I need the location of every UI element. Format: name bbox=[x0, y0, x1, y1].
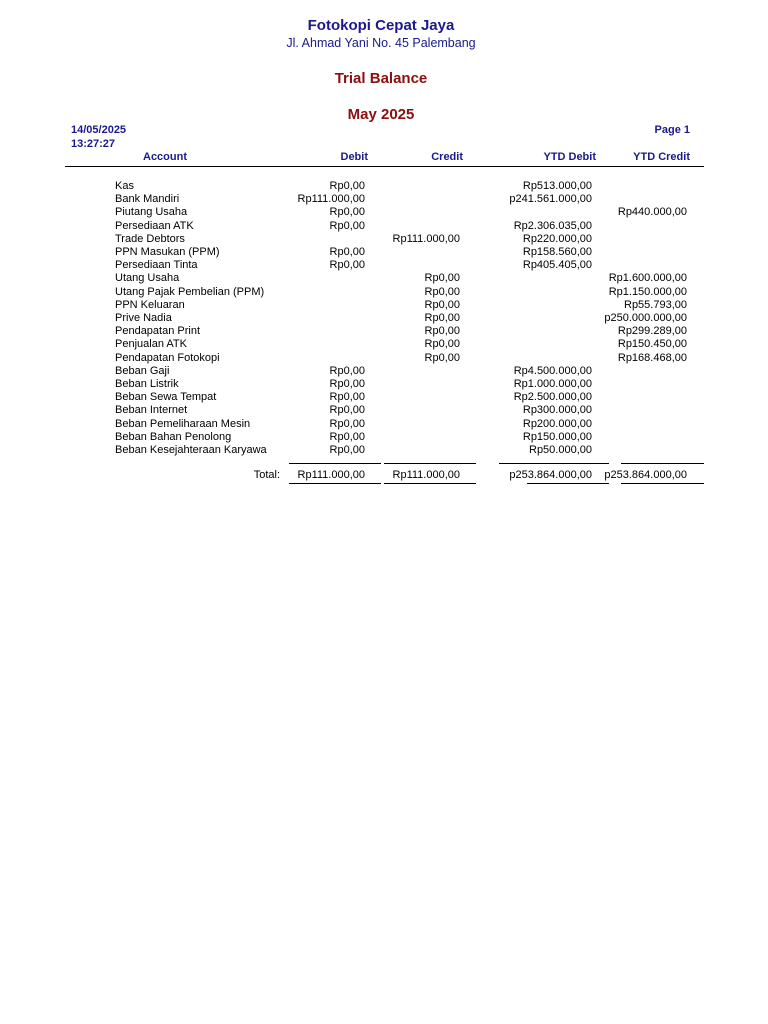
account-name: Prive Nadia bbox=[115, 312, 172, 324]
report-period: May 2025 bbox=[347, 106, 415, 123]
total-credit: Rp111.000,00 bbox=[392, 469, 460, 481]
total-ytd-debit: p253.864.000,00 bbox=[509, 469, 592, 481]
table-row bbox=[0, 404, 768, 417]
table-row bbox=[0, 299, 768, 312]
table-row bbox=[0, 338, 768, 351]
ytd-debit-value: Rp513.000,00 bbox=[522, 180, 592, 192]
credit-value: Rp0,00 bbox=[424, 312, 460, 324]
table-row bbox=[0, 378, 768, 391]
debit-value: Rp0,00 bbox=[329, 364, 365, 377]
total-ytd-credit: p253.864.000,00 bbox=[604, 469, 687, 481]
credit-value: Rp0,00 bbox=[424, 272, 460, 285]
debit-value: Rp0,00 bbox=[329, 404, 365, 417]
column-header-account: Account bbox=[143, 151, 187, 163]
account-name: Beban Sewa Tempat bbox=[115, 391, 217, 404]
account-name: Bank Mandiri bbox=[115, 193, 180, 206]
ytd-debit-value: Rp1.000.000,00 bbox=[513, 378, 592, 390]
debit-value: Rp0,00 bbox=[329, 444, 365, 456]
company-name: Fotokopi Cepat Jaya bbox=[307, 17, 455, 34]
credit-sum-rule bbox=[384, 463, 476, 464]
debit-value: Rp0,00 bbox=[329, 391, 365, 404]
account-name: Beban Gaji bbox=[115, 364, 170, 377]
total-debit: Rp111.000,00 bbox=[297, 469, 365, 481]
column-header-ytd-debit: YTD Debit bbox=[543, 151, 596, 163]
ytd-credit-sum-rule bbox=[621, 463, 704, 464]
credit-value: Rp0,00 bbox=[424, 298, 460, 311]
credit-value: Rp111.000,00 bbox=[392, 232, 460, 245]
ytd-credit-value: Rp55.793,00 bbox=[624, 298, 687, 311]
ytd-credit-value: Rp1.150.000,00 bbox=[608, 285, 687, 298]
account-name: Persediaan ATK bbox=[115, 219, 194, 232]
total-label: Total: bbox=[253, 469, 280, 481]
account-name: PPN Keluaran bbox=[115, 298, 185, 311]
table-row bbox=[0, 180, 768, 193]
account-name: Beban Kesejahteraan Karyawa bbox=[115, 444, 267, 456]
table-row bbox=[0, 312, 768, 325]
credit-value: Rp0,00 bbox=[424, 285, 460, 298]
debit-value: Rp0,00 bbox=[329, 219, 365, 232]
ytd-credit-value: Rp1.600.000,00 bbox=[608, 272, 687, 285]
account-name: Piutang Usaha bbox=[115, 206, 188, 219]
ytd-credit-total-underline bbox=[621, 483, 704, 484]
account-name: Pendapatan Print bbox=[115, 325, 201, 338]
account-name: Pendapatan Fotokopi bbox=[115, 351, 220, 364]
table-row bbox=[0, 325, 768, 338]
header-divider bbox=[65, 166, 704, 167]
account-name: Persediaan Tinta bbox=[115, 259, 198, 272]
table-row bbox=[0, 365, 768, 378]
table-row bbox=[0, 431, 768, 444]
ytd-debit-value: Rp300.000,00 bbox=[522, 404, 592, 417]
report-title: Trial Balance bbox=[334, 70, 428, 87]
ytd-debit-value: Rp200.000,00 bbox=[522, 417, 592, 430]
ytd-debit-value: Rp2.500.000,00 bbox=[513, 391, 592, 404]
debit-value: Rp0,00 bbox=[329, 180, 365, 192]
account-name: Utang Usaha bbox=[115, 272, 180, 285]
debit-value: Rp111.000,00 bbox=[297, 193, 365, 206]
table-row bbox=[0, 220, 768, 233]
ytd-credit-value: Rp440.000,00 bbox=[617, 206, 687, 219]
ytd-credit-value: p250.000.000,00 bbox=[604, 312, 687, 324]
company-address: Jl. Ahmad Yani No. 45 Palembang bbox=[286, 36, 476, 50]
table-row bbox=[0, 193, 768, 206]
credit-value: Rp0,00 bbox=[424, 325, 460, 338]
table-row bbox=[0, 246, 768, 259]
ytd-debit-sum-rule bbox=[499, 463, 609, 464]
ytd-credit-value: Rp299.289,00 bbox=[617, 325, 687, 338]
ytd-debit-value: Rp2.306.035,00 bbox=[513, 219, 592, 232]
account-name: Beban Internet bbox=[115, 404, 188, 417]
table-row bbox=[0, 259, 768, 272]
debit-total-underline bbox=[289, 483, 381, 484]
table-row bbox=[0, 418, 768, 431]
debit-value: Rp0,00 bbox=[329, 206, 365, 219]
account-name: Kas bbox=[115, 180, 134, 192]
account-name: Beban Pemeliharaan Mesin bbox=[115, 417, 251, 430]
account-name: Beban Bahan Penolong bbox=[115, 430, 232, 443]
ytd-debit-value: Rp150.000,00 bbox=[522, 430, 592, 443]
print-date: 14/05/2025 bbox=[71, 124, 127, 136]
column-header-debit: Debit bbox=[340, 151, 368, 163]
debit-sum-rule bbox=[289, 463, 381, 464]
table-row bbox=[0, 272, 768, 285]
ytd-debit-total-underline bbox=[527, 483, 609, 484]
account-name: Trade Debtors bbox=[115, 232, 185, 245]
column-header-ytd-credit: YTD Credit bbox=[633, 151, 690, 163]
ytd-debit-value: Rp50.000,00 bbox=[529, 444, 592, 456]
debit-value: Rp0,00 bbox=[329, 259, 365, 272]
credit-total-underline bbox=[384, 483, 476, 484]
account-name: Beban Listrik bbox=[115, 378, 179, 390]
credit-value: Rp0,00 bbox=[424, 351, 460, 364]
ytd-debit-value: Rp158.560,00 bbox=[522, 246, 592, 258]
print-time: 13:27:27 bbox=[71, 138, 116, 150]
debit-value: Rp0,00 bbox=[329, 246, 365, 258]
table-row bbox=[0, 206, 768, 219]
table-row bbox=[0, 233, 768, 246]
page-number: Page 1 bbox=[654, 124, 690, 136]
credit-value: Rp0,00 bbox=[424, 338, 460, 351]
table-row bbox=[0, 352, 768, 365]
ytd-credit-value: Rp150.450,00 bbox=[617, 338, 687, 351]
table-row bbox=[0, 286, 768, 299]
account-name: Utang Pajak Pembelian (PPM) bbox=[115, 285, 265, 298]
table-row bbox=[0, 444, 768, 457]
debit-value: Rp0,00 bbox=[329, 378, 365, 390]
account-name: PPN Masukan (PPM) bbox=[115, 246, 220, 258]
ytd-debit-value: Rp4.500.000,00 bbox=[513, 364, 592, 377]
ytd-debit-value: Rp220.000,00 bbox=[522, 232, 592, 245]
ytd-credit-value: Rp168.468,00 bbox=[617, 351, 687, 364]
ytd-debit-value: Rp405.405,00 bbox=[522, 259, 592, 272]
ytd-debit-value: p241.561.000,00 bbox=[509, 193, 592, 206]
debit-value: Rp0,00 bbox=[329, 430, 365, 443]
total-row bbox=[0, 469, 768, 482]
debit-value: Rp0,00 bbox=[329, 417, 365, 430]
table-row bbox=[0, 391, 768, 404]
account-name: Penjualan ATK bbox=[115, 338, 187, 351]
column-header-credit: Credit bbox=[431, 151, 463, 163]
